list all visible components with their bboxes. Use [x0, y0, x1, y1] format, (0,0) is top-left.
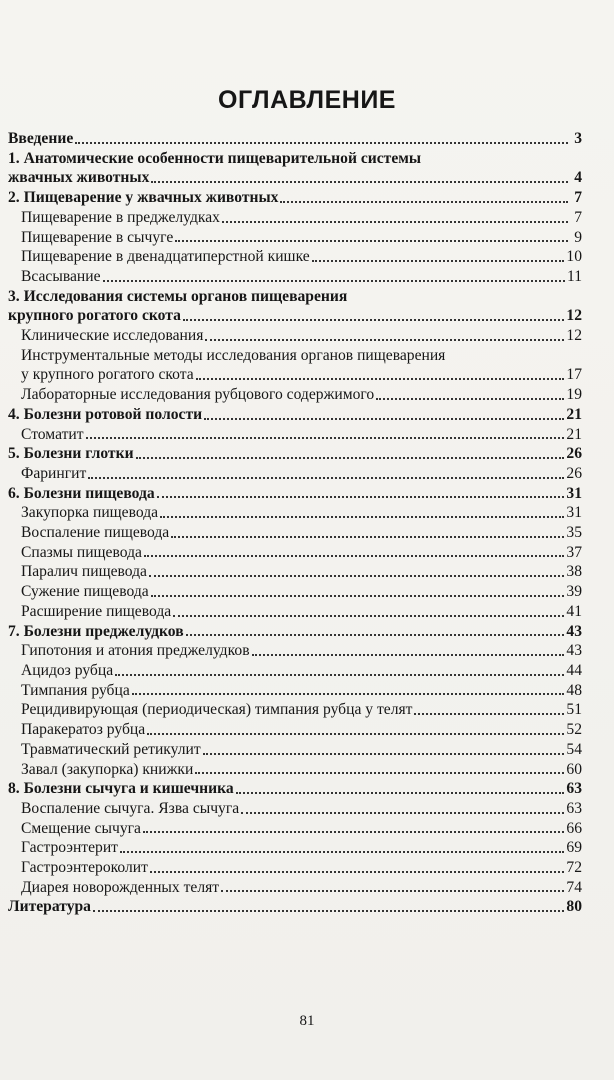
- toc-entry-title: Введение: [8, 130, 74, 147]
- toc-chapter: [8, 168, 582, 188]
- toc-section: [8, 838, 582, 858]
- toc-page-number: 4: [574, 169, 582, 187]
- toc-entry-title: Пищеварение в двенадцатиперстной кишке: [21, 248, 310, 266]
- dot-leader: [252, 654, 565, 656]
- toc-page-number: 26: [566, 445, 582, 463]
- page-title: ОГЛАВЛЕНИЕ: [218, 86, 396, 114]
- toc-section: [8, 582, 582, 602]
- dot-leader: [204, 418, 564, 420]
- toc-section: [8, 425, 582, 445]
- toc-page-number: 10: [566, 248, 582, 266]
- dot-leader: [196, 378, 565, 380]
- toc-page-number: 48: [566, 681, 582, 699]
- toc-section: [8, 661, 582, 681]
- toc-entry-title: 1. Анатомические особенности пищеварительной системы: [8, 149, 422, 167]
- dot-leader: [75, 142, 568, 144]
- toc-section: [8, 208, 582, 228]
- toc-page-number: 66: [566, 819, 582, 837]
- dot-leader: [205, 339, 564, 341]
- toc-section: [8, 464, 582, 484]
- toc-entry-title: Инструментальные методы исследования органов пищеварения: [21, 346, 446, 364]
- toc-entry-title: Стоматит: [21, 425, 84, 443]
- toc-entry-title: 7. Болезни преджелудков: [8, 622, 184, 640]
- toc-entry-title: Клинические исследования: [21, 327, 204, 345]
- toc-section: [8, 247, 582, 267]
- toc-entry-title: Лабораторные исследования рубцового содержимого: [21, 386, 375, 404]
- toc-entry-title-cont: жвачных животных: [8, 169, 150, 187]
- toc-chapter: [8, 306, 582, 326]
- dot-leader: [136, 457, 565, 459]
- toc-page-number: 3: [574, 130, 582, 147]
- dot-leader: [236, 792, 565, 794]
- toc-entry-title-cont: у крупного рогатого скота: [21, 366, 194, 384]
- toc-chapter: [8, 444, 582, 464]
- toc-section: [8, 740, 582, 760]
- dot-leader: [376, 398, 564, 400]
- toc-page-number: 52: [566, 721, 582, 739]
- dot-leader: [203, 753, 565, 755]
- toc-page-number: 21: [566, 425, 582, 443]
- toc-entry-title: Сужение пищевода: [21, 583, 149, 601]
- toc-section: [8, 326, 582, 346]
- toc-page-number: 41: [566, 602, 582, 620]
- toc-page-number: 37: [566, 543, 582, 561]
- dot-leader: [151, 181, 568, 183]
- toc-chapter: [8, 484, 582, 504]
- toc-section: [8, 562, 582, 582]
- toc-page-number: 63: [566, 780, 582, 798]
- dot-leader: [280, 201, 568, 203]
- toc-entry-title: Тимпания рубца: [21, 681, 130, 699]
- toc-entry-title: Гастроэнтероколит: [21, 859, 148, 877]
- dot-leader: [157, 496, 565, 498]
- dot-leader: [86, 437, 565, 439]
- dot-leader: [149, 575, 564, 577]
- toc-section: [8, 267, 582, 287]
- toc-entry-title: 6. Болезни пищевода: [8, 484, 155, 502]
- toc-entry-title: 3. Исследования системы органов пищеварения: [8, 287, 348, 305]
- toc-entry-title: Ацидоз рубца: [21, 661, 114, 679]
- toc-entry-title: Воспаление сычуга. Язва сычуга: [21, 799, 240, 817]
- toc-entry-title: Завал (закупорка) книжки: [21, 760, 194, 778]
- dot-leader: [312, 260, 565, 262]
- toc-entry-title-cont: крупного рогатого скота: [8, 307, 181, 325]
- toc-page-number: 31: [566, 504, 582, 522]
- toc-page-number: 9: [574, 228, 582, 246]
- dot-leader: [183, 319, 564, 321]
- toc-section: [8, 858, 582, 878]
- dot-leader: [171, 536, 564, 538]
- dot-leader: [175, 240, 568, 242]
- dot-leader: [132, 693, 565, 695]
- toc-entry-title: Воспаление пищевода: [21, 524, 170, 542]
- dot-leader: [160, 516, 564, 518]
- toc-entry-title: Пищеварение в сычуге: [21, 228, 174, 246]
- toc-page-number: 35: [566, 524, 582, 542]
- dot-leader: [93, 910, 564, 912]
- toc-entry-title: 8. Болезни сычуга и кишечника: [8, 780, 234, 798]
- toc-chapter: [8, 622, 582, 642]
- toc-page-number: 21: [566, 405, 582, 423]
- toc-section: [8, 819, 582, 839]
- toc-section: [8, 760, 582, 780]
- toc-entry-title: Травматический ретикулит: [21, 740, 201, 758]
- toc-page-number: 51: [566, 701, 582, 719]
- dot-leader: [88, 477, 564, 479]
- toc-section: [8, 602, 582, 622]
- toc-page-number: 12: [566, 307, 582, 325]
- toc-entry-title: Диарея новорожденных телят: [21, 878, 220, 896]
- toc-entry-title: Гипотония и атония преджелудков: [21, 642, 250, 660]
- toc-section: [8, 799, 582, 819]
- dot-leader: [221, 890, 564, 892]
- toc-page-number: 43: [566, 642, 582, 660]
- dot-leader: [195, 772, 564, 774]
- toc-page-number: 7: [574, 208, 582, 226]
- toc-section: [8, 503, 582, 523]
- toc-section: [8, 385, 582, 405]
- toc-page-number: 39: [566, 583, 582, 601]
- dot-leader: [150, 871, 564, 873]
- toc-entry-title: 4. Болезни ротовой полости: [8, 405, 203, 423]
- toc-page-number: 60: [566, 760, 582, 778]
- table-of-contents: [8, 129, 582, 917]
- toc-entry-title: Закупорка пищевода: [21, 504, 159, 522]
- toc-section: [8, 523, 582, 543]
- toc-page-number: 19: [566, 386, 582, 404]
- toc-entry-title: 2. Пищеварение у жвачных животных: [8, 189, 279, 207]
- toc-page-number: 31: [566, 484, 582, 502]
- toc-page-number: 80: [566, 898, 582, 916]
- toc-page-number: 38: [566, 563, 582, 581]
- page-number: 81: [299, 1013, 315, 1029]
- dot-leader: [414, 713, 564, 715]
- toc-entry-title: Всасывание: [21, 267, 101, 285]
- dot-leader: [103, 280, 565, 282]
- toc-page-number: 63: [566, 799, 582, 817]
- toc-section: [8, 681, 582, 701]
- toc-section: [8, 365, 582, 385]
- toc-chapter: [8, 188, 582, 208]
- toc-page-number: 7: [574, 189, 582, 207]
- toc-entry-title: 5. Болезни глотки: [8, 445, 134, 463]
- dot-leader: [115, 674, 564, 676]
- toc-section: [8, 641, 582, 661]
- dot-leader: [120, 851, 564, 853]
- toc-section: [8, 700, 582, 720]
- toc-entry-title: Литература: [8, 898, 91, 916]
- dot-leader: [186, 634, 565, 636]
- toc-entry-title: Рецидивирующая (периодическая) тимпания рубца у телят: [21, 701, 413, 719]
- toc-entry-title: Смещение сычуга: [21, 819, 141, 837]
- toc-entry-title: Паракератоз рубца: [21, 721, 146, 739]
- toc-page-number: 69: [566, 839, 582, 857]
- toc-entry-title: Фарингит: [21, 464, 87, 482]
- dot-leader: [144, 555, 564, 557]
- toc-page-number: 72: [566, 859, 582, 877]
- toc-chapter: [8, 897, 582, 917]
- toc-entry-title: Расширение пищевода: [21, 602, 172, 620]
- toc-entry-title: Пищеварение в преджелудках: [21, 208, 220, 226]
- dot-leader: [143, 831, 564, 833]
- toc-section: [8, 543, 582, 563]
- toc-section: [8, 228, 582, 248]
- dot-leader: [222, 221, 568, 223]
- toc-page-number: 74: [566, 878, 582, 896]
- dot-leader: [241, 812, 564, 814]
- toc-entry-title: Паралич пищевода: [21, 563, 147, 581]
- toc-page-number: 12: [566, 327, 582, 345]
- toc-page-number: 11: [566, 267, 582, 285]
- toc-page-number: 43: [566, 622, 582, 640]
- toc-chapter: [8, 405, 582, 425]
- toc-chapter: [8, 129, 582, 149]
- dot-leader: [151, 595, 565, 597]
- dot-leader: [147, 733, 564, 735]
- toc-page-number: 54: [566, 740, 582, 758]
- toc-section: [8, 878, 582, 898]
- toc-page-number: 26: [566, 464, 582, 482]
- toc-chapter: [8, 779, 582, 799]
- toc-section: [8, 720, 582, 740]
- toc-page-number: 44: [566, 661, 582, 679]
- toc-page-number: 17: [566, 366, 582, 384]
- toc-entry-title: Гастроэнтерит: [21, 839, 118, 857]
- dot-leader: [173, 615, 564, 617]
- toc-entry-title: Спазмы пищевода: [21, 543, 142, 561]
